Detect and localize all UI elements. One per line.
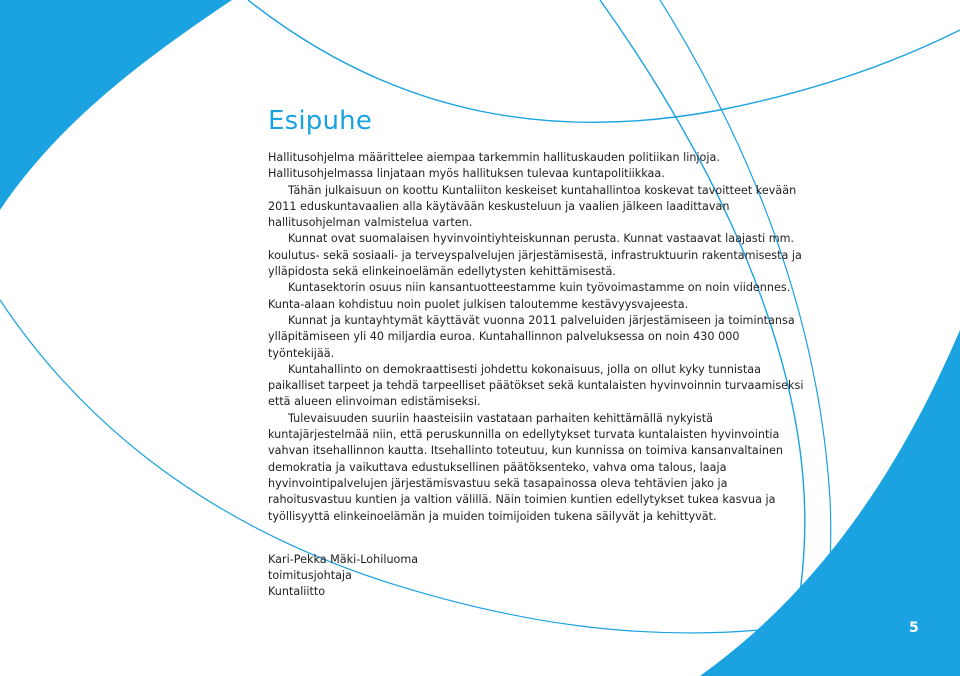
signature-org: Kuntaliitto	[268, 585, 326, 598]
paragraph-2: Tähän julkaisuun on koottu Kuntaliiton keskeiset kuntahallintoa koskevat tavoitteet kevään 2011 eduskuntavaalien alla käytävään keskusteluun ja vaalien jälkeen laadittavan hallitusohjelman valmistelua varten.	[268, 183, 797, 230]
signature-block	[268, 552, 418, 600]
arc-1	[248, 0, 960, 122]
paragraph-4: Kuntasektorin osuus niin kansantuotteestamme kuin työvoimastamme on noin viidennes. Kunta-alaan kohdistuu noin puolet julkisen taloutemme kestävyysvajeesta.	[268, 281, 791, 311]
top-left-blue-shape	[0, 0, 232, 210]
signature-name: Kari-Pekka Mäki-Lohiluoma	[268, 553, 419, 566]
paragraph-3: Kunnat ovat suomalaisen hyvinvointiyhteiskunnan perusta. Kunnat vastaavat laajasti mm. koulutus- sekä sosiaali- ja terveyspalvelujen järjestämisestä, infrastruktuurin rakentamisesta ja ylläpidosta sekä elinkeinoelämän edellytysten kehittämisestä.	[268, 232, 802, 279]
page-number: 5	[909, 620, 919, 636]
paragraph-5: Kunnat ja kuntayhtymät käyttävät vuonna 2011 palveluiden järjestämiseen ja toimintansa ylläpitämiseen yli 40 miljardia euroa. Kuntahallinnon palveluksessa on noin 430 000 työntekijää.	[268, 313, 795, 360]
paragraph-6: Kuntahallinto on demokraattisesti johdettu kokonaisuus, jolla on ollut kyky tunnistaa paikalliset tarpeet ja tehdä tarpeelliset päätökset sekä kuntalaisten hyvinvoinnin turvaamiseksi että alueen elinvoiman edistämiseksi.	[268, 362, 804, 409]
preface-body	[268, 150, 808, 525]
page-title: Esipuhe	[268, 106, 373, 136]
paragraph-1: Hallitusohjelma määrittelee aiempaa tarkemmin hallituskauden politiikan linjoja. Hallitusohjelmassa linjataan myös hallituksen tulevaa kuntapolitiikkaa.	[268, 151, 720, 181]
paragraph-7: Tulevaisuuden suuriin haasteisiin vastataan parhaiten kehittämällä nykyistä kuntajärjestelmää niin, että peruskunnilla on edellytykset turvata kuntalaisten hyvinvointia vahvan itsehallinnon kautta. Itsehallinto toteutuu, kun kunnissa on toimiva kansanvaltainen demokratia ja vaikuttava edustuksellinen päätöksenteko, vahva oma talous, laaja hyvinvointipalvelujen järjestämisvastuu sekä tasapainossa oleva tehtävien jako ja rahoitusvastuu kuntien ja valtion välillä. Näin toimien kuntien edellytykset tukea kasvua ja työllisyyttä elinkeinoelämän ja muiden toimijoiden tukena säilyvät ja kehittyvät.	[268, 411, 783, 523]
signature-role: toimitusjohtaja	[268, 569, 352, 582]
